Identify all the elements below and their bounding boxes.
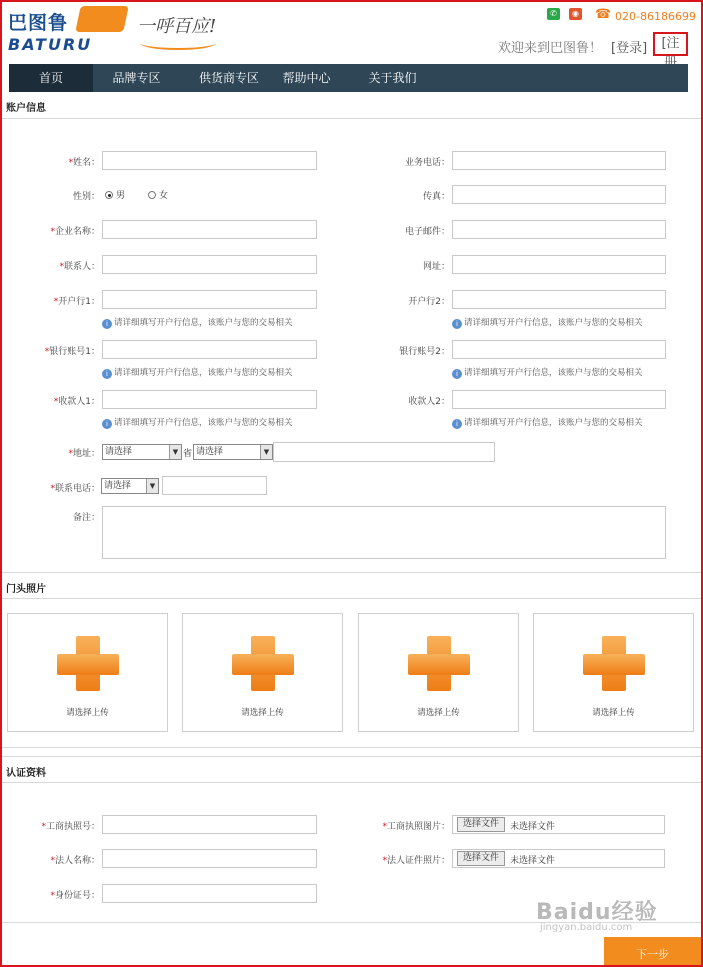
name-input[interactable] — [102, 151, 317, 170]
license-no-label: *工商执照号： — [41, 822, 100, 832]
bank1-label: *开户行1： — [53, 297, 100, 307]
next-step-button[interactable]: 下一步 — [604, 937, 701, 965]
divider — [2, 747, 701, 748]
baidu-watermark-url: jingyan.baidu.com — [540, 922, 633, 933]
bank1-hint: i 请详细填写开户行信息，该账户与您的交易相关 — [102, 316, 293, 329]
info-icon: i — [102, 319, 112, 329]
upload-caption: 请选择上传 — [66, 708, 109, 718]
plus-icon — [583, 654, 645, 675]
payee1-label: *收款人1： — [53, 397, 100, 407]
payee2-input[interactable] — [452, 390, 666, 409]
section-title-cert: 认证资料 — [6, 768, 46, 779]
nav-about[interactable]: 关于我们 — [368, 71, 417, 85]
login-link[interactable]: [登录] — [611, 41, 648, 56]
bank2-label: 开户行2： — [408, 297, 450, 307]
nav-brands[interactable]: 品牌专区 — [112, 71, 161, 85]
website-label: 网址： — [422, 262, 450, 272]
divider — [2, 118, 701, 119]
account1-input[interactable] — [102, 340, 317, 359]
id-no-input[interactable] — [102, 884, 317, 903]
contact-phone-input[interactable] — [162, 476, 267, 495]
work-phone-input[interactable] — [452, 151, 666, 170]
license-img-label: *工商执照图片： — [382, 822, 450, 832]
file-status: 未选择文件 — [510, 856, 556, 866]
fax-label: 传真： — [422, 192, 450, 202]
name-label: *姓名： — [68, 158, 100, 168]
nav-suppliers[interactable]: 供货商专区 — [198, 71, 259, 85]
photo-upload-card-3[interactable] — [358, 613, 519, 732]
wechat-icon[interactable]: ✆ — [547, 8, 560, 20]
license-img-file[interactable] — [452, 815, 665, 834]
plus-icon — [232, 654, 294, 675]
nav-home[interactable]: 首页 — [9, 64, 93, 92]
account2-hint: i 请详细填写开户行信息，该账户与您的交易相关 — [452, 366, 643, 379]
work-phone-label: 业务电话： — [404, 158, 450, 168]
register-link[interactable]: [注 — [653, 32, 688, 56]
remark-label: 备注： — [72, 513, 100, 523]
company-input[interactable] — [102, 220, 317, 239]
address-detail-input[interactable] — [273, 442, 495, 462]
payee1-hint: i 请详细填写开户行信息，该账户与您的交易相关 — [102, 416, 293, 429]
legal-id-img-label: *法人证件照片： — [382, 856, 450, 866]
remark-textarea[interactable] — [102, 506, 666, 559]
email-label: 电子邮件： — [404, 227, 450, 237]
main-nav — [9, 64, 688, 92]
bank1-input[interactable] — [102, 290, 317, 309]
info-icon: i — [452, 319, 462, 329]
section-title-photos: 门头照片 — [6, 584, 46, 595]
logo-text[interactable]: 巴图鲁 — [8, 12, 69, 34]
logo-english[interactable]: BATURU — [8, 35, 93, 54]
choose-file-button[interactable]: 选择文件 — [457, 817, 505, 832]
divider — [2, 572, 701, 573]
gender-female-option[interactable]: 女 — [148, 188, 168, 201]
phone-number: 020-86186699 — [615, 10, 696, 23]
company-label: *企业名称： — [50, 227, 100, 237]
gender-male-option[interactable]: 男 — [105, 188, 125, 201]
info-icon: i — [102, 369, 112, 379]
contact-input[interactable] — [102, 255, 317, 274]
phone-type-select[interactable]: 请选择 ▼ — [101, 478, 159, 494]
welcome-text: 欢迎来到巴图鲁！ — [498, 41, 603, 56]
bank2-input[interactable] — [452, 290, 666, 309]
legal-id-img-file[interactable] — [452, 849, 665, 868]
bank2-hint: i 请详细填写开户行信息，该账户与您的交易相关 — [452, 316, 643, 329]
fax-input[interactable] — [452, 185, 666, 204]
photo-upload-card-1[interactable] — [7, 613, 168, 732]
payee1-input[interactable] — [102, 390, 317, 409]
province-select[interactable]: 请选择 ▼ — [102, 444, 182, 460]
weibo-icon[interactable]: ◉ — [569, 8, 582, 20]
account2-label: 银行账号2： — [399, 347, 450, 357]
province-suffix: 省 — [183, 449, 193, 459]
female-radio[interactable] — [148, 191, 156, 199]
license-no-input[interactable] — [102, 815, 317, 834]
divider — [2, 598, 701, 599]
chevron-down-icon: ▼ — [260, 445, 272, 459]
id-no-label: *身份证号： — [50, 891, 100, 901]
phone-icon: ☎ — [595, 7, 612, 22]
legal-name-label: *法人名称： — [50, 856, 100, 866]
photo-upload-card-4[interactable] — [533, 613, 694, 732]
contact-label: *联系人： — [59, 262, 100, 272]
divider — [2, 756, 701, 757]
address-label: *地址： — [68, 449, 100, 459]
chevron-down-icon: ▼ — [169, 445, 181, 459]
divider — [2, 782, 701, 783]
baidu-watermark: Baidu经验 — [536, 900, 658, 925]
contact-phone-label: *联系电话： — [50, 484, 100, 494]
upload-caption: 请选择上传 — [417, 708, 460, 718]
upload-caption: 请选择上传 — [592, 708, 635, 718]
gender-label: 性别： — [72, 192, 100, 202]
slogan-swoosh-icon — [140, 36, 216, 50]
slogan: 一呼百应! — [137, 16, 217, 37]
upload-caption: 请选择上传 — [241, 708, 284, 718]
chevron-down-icon: ▼ — [146, 479, 158, 493]
photo-upload-card-2[interactable] — [182, 613, 343, 732]
file-status: 未选择文件 — [510, 822, 556, 832]
logo-mark-icon — [75, 6, 129, 32]
website-input[interactable] — [452, 255, 666, 274]
account1-hint: i 请详细填写开户行信息，该账户与您的交易相关 — [102, 366, 293, 379]
info-icon: i — [452, 369, 462, 379]
male-radio[interactable] — [105, 191, 113, 199]
payee2-hint: i 请详细填写开户行信息，该账户与您的交易相关 — [452, 416, 643, 429]
payee2-label: 收款人2： — [408, 397, 450, 407]
choose-file-button[interactable]: 选择文件 — [457, 851, 505, 866]
section-title-account: 账户信息 — [6, 103, 46, 114]
account2-input[interactable] — [452, 340, 666, 359]
account1-label: *银行账号1： — [44, 347, 100, 357]
plus-icon — [408, 654, 470, 675]
nav-help[interactable]: 帮助中心 — [282, 71, 331, 85]
info-icon: i — [102, 419, 112, 429]
plus-icon — [57, 654, 119, 675]
email-input[interactable] — [452, 220, 666, 239]
city-select[interactable]: 请选择 ▼ — [193, 444, 273, 460]
info-icon: i — [452, 419, 462, 429]
legal-name-input[interactable] — [102, 849, 317, 868]
